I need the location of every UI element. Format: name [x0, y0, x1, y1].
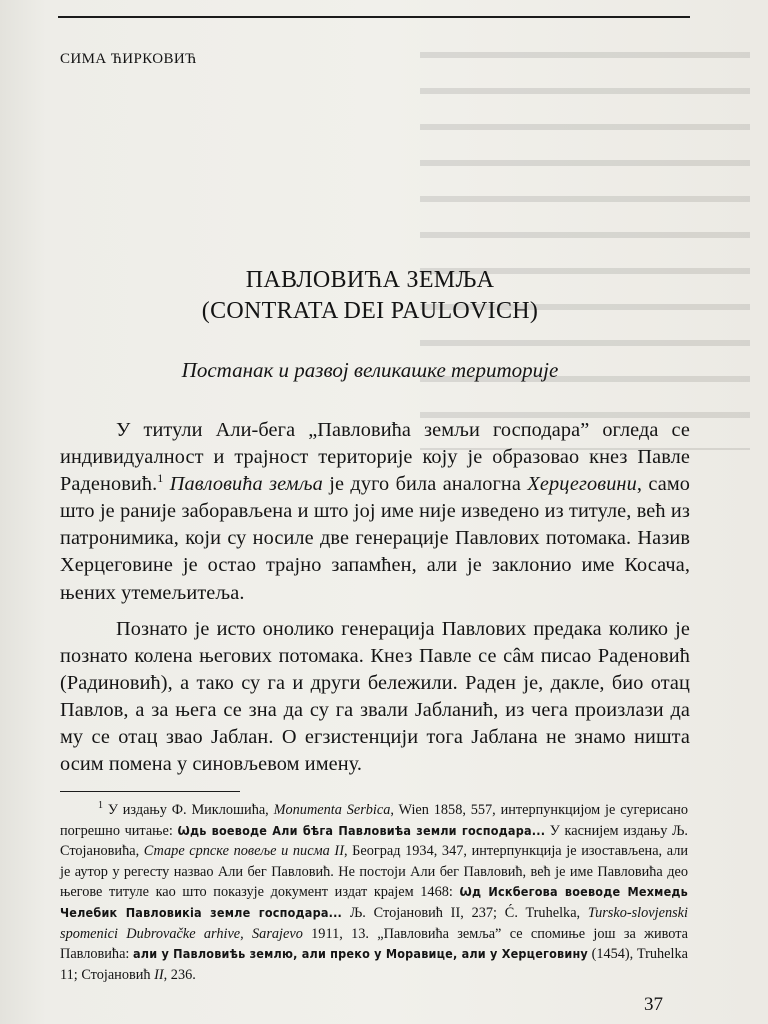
footnote-text: У каснијем издању Љ. Стојановића, — [60, 822, 688, 860]
footnote-old-script-quote: али у Павловиѣь землю, али преко у Моравице, али у Херцеговину — [133, 946, 588, 962]
footnote-reference[interactable]: 1 — [157, 471, 164, 486]
header-rule — [58, 16, 690, 18]
footnote-italic: Monumenta Serbica — [273, 802, 391, 818]
bleed-through-texture — [420, 30, 750, 450]
article-body — [60, 417, 690, 778]
footnote-rule — [60, 791, 240, 792]
paragraph-1-text-c: , само што је раније заборављена и што јој име није изведено из титуле, већ из патронимика, који су носиле две генерације Павлових потомака. Назив Херцеговине је остао трајно запамћен, али је заклонио име Косача, њених утемељитеља. — [60, 473, 691, 604]
paragraph-1-text-a: У титули Али-бега „Павловића земљи господара” огледа се индивидуалност и трајност територије коју је образовао кнез Павле Раденовић. — [60, 419, 690, 496]
footnote-text: , 236. — [163, 966, 196, 983]
footnote-1 — [60, 800, 688, 985]
paragraph-2: Познато је исто онолико генерација Павлових предака колико је познато колена његових потомака. Кнез Павле се сâм писао Раденовић (Радиновић), а тако су га и други бележили. Раден је, дакле, био отац Павлов, а за њега се зна да су га звали Јабланић, из чега произлази да му се отац звао Јаблан. О егзистенцији тога Јаблана не знамо ништа осим помена у синовљевом имену. — [60, 617, 690, 776]
footnote-text: (1454), Truhelka 11; Стојановић — [60, 946, 688, 983]
footnote-text: , Wien 1858, 557, интерпункцијом је сугерисано погрешно читање: — [60, 802, 688, 839]
running-head: СИМА ЋИРКОВИЋ — [60, 51, 197, 67]
paragraph-1-italic-b: Херцеговини — [527, 473, 637, 496]
footnote-italic: Sarajevo — [252, 925, 303, 942]
article-subtitle: Постанак и развој великашке територије — [181, 358, 559, 382]
title-line-1: ПАВЛОВИЋА ЗЕМЉА — [245, 267, 495, 293]
footnote-number: 1 — [98, 800, 103, 812]
paragraph-1 — [60, 417, 690, 607]
paragraph-1-text-b: је дуго била аналогна — [322, 473, 528, 496]
footnote-text: У издању Ф. Миклошића, — [103, 802, 274, 818]
page-number: 37 — [644, 994, 663, 1015]
footnote-old-script-quote: Ѡдь воеводе Али бѣга Павловиѣа земли господара... — [177, 822, 546, 838]
footnote-old-script-quote: Ѡд Искбегова воеводе Мехмедь Челебик Павловикіа земле господара... — [60, 884, 688, 920]
footnote-text: Љ. Стојановић II, 237; Ć. Truhelka, — [342, 904, 588, 921]
title-line-2: (CONTRATA DEI PAULOVICH) — [201, 298, 539, 324]
footnote-italic: II — [154, 966, 164, 983]
footnote-text: , Београд 1934, 347, интерпункција је изостављена, али је аутор у регесту назвао Али бег Павловић. Не постоји Али бег Павловић, већ је име Павловића део његове титуле као што показује документ издат крајем 1468: — [60, 843, 688, 901]
footnote-italic: Tursko-slovjenski spomenici Dubrovačke arhive — [60, 904, 688, 942]
footnote-italic: Старе српске повеље и писма II — [143, 843, 344, 860]
footnote-text: , — [240, 925, 253, 942]
paragraph-1-italic-a: Павловића земља — [169, 473, 323, 496]
footnote-text: 1911, 13. „Павловића земља” се спомиње још за живота Павловића: — [60, 925, 689, 963]
article-title — [60, 265, 680, 327]
